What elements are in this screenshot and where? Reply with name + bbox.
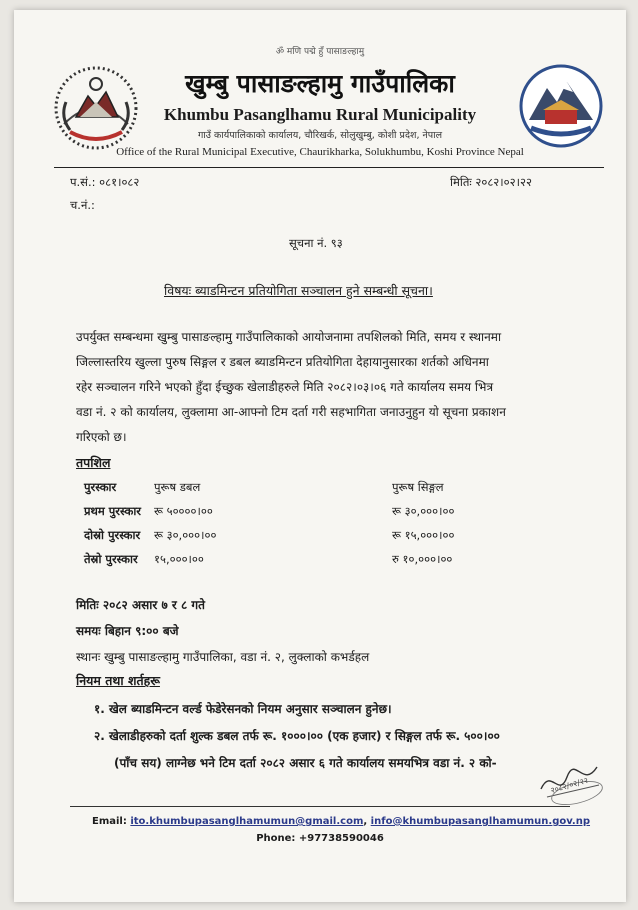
rule-item: २. खेलाडीहरुको दर्ता शुल्क डबल तर्फ रू. १०००।०० (एक हजार) र सिङ्गल तर्फ रू. ५००।०० xyxy=(94,729,500,743)
table-row-double: रू ५००००।०० xyxy=(154,504,213,518)
table-row-single: रू १५,०००।०० xyxy=(392,528,455,542)
footer-divider xyxy=(70,806,570,807)
rules-heading: नियम तथा शर्तहरू xyxy=(76,673,160,688)
email-label: Email: xyxy=(92,816,127,827)
table-row-prize: प्रथम पुरस्कार xyxy=(84,504,141,518)
body-line: वडा नं. २ को कार्यालय, लुक्लामा आ-आफ्नो टिम दर्ता गरी सहभागिता जनाउनुहुन यो सूचना प्रकाशन xyxy=(76,405,506,419)
body-line: जिल्लास्तरिय खुल्ला पुरुष सिङ्गल र डबल ब्याडमिन्टन प्रतियोगिता देहायानुसारका शर्तको अधिनमा xyxy=(76,355,489,369)
event-date: मितिः २०८२ असार ७ र ८ गते xyxy=(76,598,205,612)
municipality-logo-icon xyxy=(517,62,605,150)
body-line: उपर्युक्त सम्बन्धमा खुम्बु पासाङल्हामु गाउँपालिकाको आयोजनामा तपशिलको मिति, समय र स्थानमा xyxy=(76,330,502,344)
rule-item: १. खेल ब्याडमिन्टन वर्ल्ड फेडेरेसनको नियम अनुसार सञ्चालन हुनेछ। xyxy=(94,702,392,716)
email-separator: , xyxy=(363,816,371,827)
reference-number: प.सं.: ०८१।०८२ xyxy=(70,175,140,189)
tapsil-heading: तपशिल xyxy=(76,455,111,470)
dispatch-number: च.नं.: xyxy=(70,198,95,212)
email-link-info[interactable]: info@khumbupasanglhamumun.gov.np xyxy=(370,816,591,827)
letter-date: मितिः २०८२।०२।२२ xyxy=(450,175,532,189)
header-motto: ॐ मणि पद्मे हुँ पासाङल्हामु xyxy=(275,47,365,57)
footer-contact xyxy=(92,816,590,827)
header-divider xyxy=(54,167,604,168)
table-header-single: पुरूष सिङ्गल xyxy=(392,480,444,494)
office-address-nepali: गाउँ कार्यपालिकाको कार्यालय, चौरिखर्क, सोलुखुम्बु, कोशी प्रदेश, नेपाल xyxy=(197,130,443,141)
table-row-double: १५,०००।०० xyxy=(154,552,204,566)
office-address-english: Office of the Rural Municipal Executive, Chaurikharka, Solukhumbu, Koshi Province Nepal xyxy=(116,146,524,158)
email-link-ito[interactable]: ito.khumbupasanglhamumun@gmail.com xyxy=(130,816,364,827)
table-row-single: रू ३०,०००।०० xyxy=(392,504,455,518)
table-row-prize: दोस्रो पुरस्कार xyxy=(84,528,141,542)
footer-phone: Phone: +97738590046 xyxy=(256,833,384,844)
notice-subject: विषयः ब्याडमिन्टन प्रतियोगिता सञ्चालन हुने सम्बन्धी सूचना। xyxy=(164,283,433,298)
event-time: समयः बिहान ९:०० बजे xyxy=(76,624,179,638)
municipality-title-english: Khumbu Pasanglhamu Rural Municipality xyxy=(163,105,477,124)
body-line: रहेर सञ्चालन गरिने भएको हुँदा ईच्छुक खेलाडीहरुले मिति २०८२।०३।०६ गते कार्यालय समय भित्र xyxy=(76,380,494,394)
body-line: गरिएको छ। xyxy=(76,430,127,444)
table-row-double: रू ३०,०००।०० xyxy=(154,528,217,542)
municipality-title-nepali: खुम्बु पासाङल्हामु गाउँपालिका xyxy=(185,69,455,98)
letter-page xyxy=(14,10,626,902)
table-row-single: रु १०,०००।०० xyxy=(392,552,453,566)
stamp-date: २०८२/०२/२२ xyxy=(549,775,590,796)
table-header-prize: पुरस्कार xyxy=(84,480,117,494)
rule-item-continuation: (पाँच सय) लाग्नेछ भने टिम दर्ता २०८२ असार ६ गते कार्यालय समयभित्र वडा नं. २ को- xyxy=(114,756,497,770)
table-row-prize: तेस्रो पुरस्कार xyxy=(84,552,138,566)
table-header-double: पुरूष डबल xyxy=(154,480,201,494)
notice-number: सूचना नं. ९३ xyxy=(289,236,343,250)
event-venue: स्थानः खुम्बु पासाङल्हामु गाउँपालिका, वडा नं. २, लुक्लाको कभर्डहल xyxy=(76,650,370,664)
